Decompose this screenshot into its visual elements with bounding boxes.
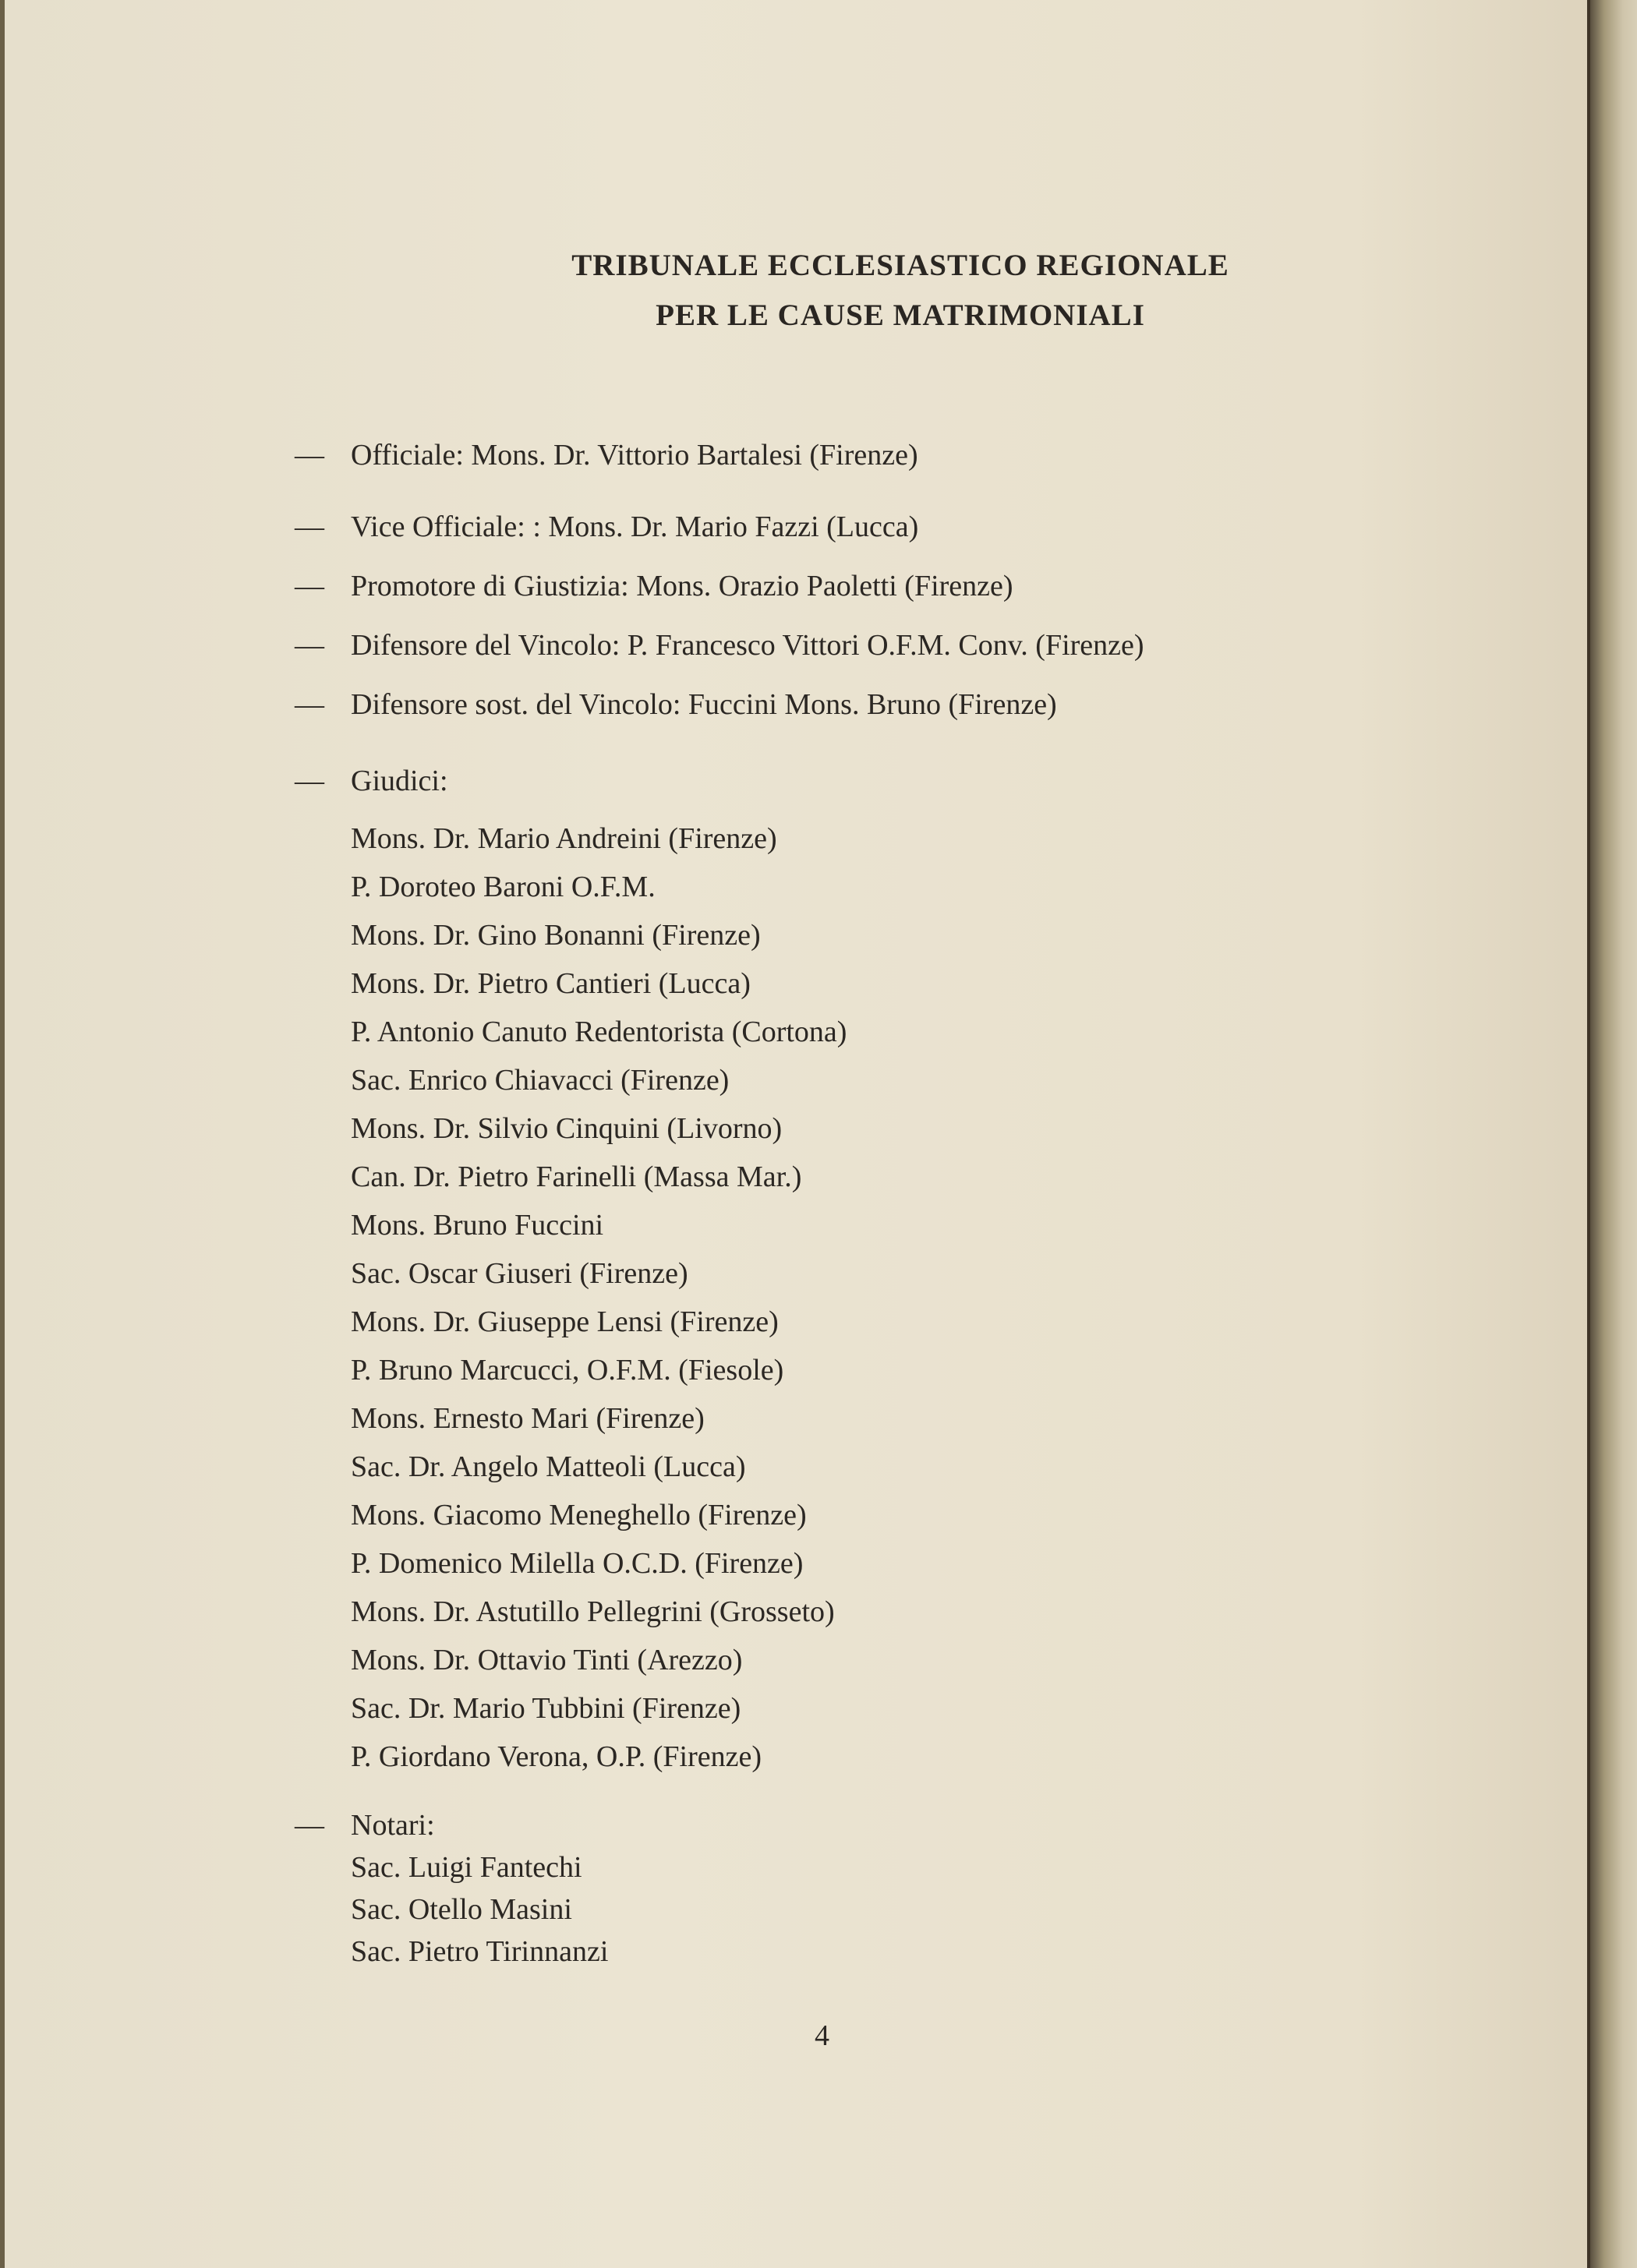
dash: — (295, 570, 324, 602)
notary-item: Sac. Otello Masini (351, 1893, 572, 1926)
judge-item: Sac. Dr. Mario Tubbini (Firenze) (351, 1692, 741, 1725)
judge-item: P. Giordano Verona, O.P. (Firenze) (351, 1740, 762, 1773)
judge-item: Mons. Dr. Ottavio Tinti (Arezzo) (351, 1644, 743, 1676)
official-row (295, 438, 918, 472)
official-row (295, 569, 1013, 603)
official-row (295, 510, 918, 544)
judge-item: Mons. Dr. Gino Bonanni (Firenze) (351, 919, 761, 952)
judge-item: Mons. Dr. Silvio Cinquini (Livorno) (351, 1112, 783, 1145)
official-text: Difensore del Vincolo: P. Francesco Vittori O.F.M. Conv. (Firenze) (351, 629, 1144, 662)
judge-item: Mons. Bruno Fuccini (351, 1209, 604, 1242)
official-text: Promotore di Giustizia: Mons. Orazio Paoletti (Firenze) (351, 570, 1013, 602)
heading-line-1: TRIBUNALE ECCLESIASTICO REGIONALE (571, 249, 1229, 282)
judge-item: Sac. Enrico Chiavacci (Firenze) (351, 1064, 730, 1097)
dash: — (295, 1809, 324, 1842)
judge-item: Mons. Dr. Pietro Cantieri (Lucca) (351, 967, 751, 1000)
official-text: Difensore sost. del Vincolo: Fuccini Mons. Bruno (Firenze) (351, 688, 1057, 721)
judge-item: Mons. Dr. Mario Andreini (Firenze) (351, 822, 777, 855)
judge-item: Mons. Giacomo Meneghello (Firenze) (351, 1499, 807, 1531)
judge-item: P. Bruno Marcucci, O.F.M. (Fiesole) (351, 1354, 784, 1387)
dash: — (295, 688, 324, 721)
judge-item: P. Antonio Canuto Redentorista (Cortona) (351, 1016, 847, 1048)
official-text: Vice Officiale: : Mons. Dr. Mario Fazzi (Lucca) (351, 510, 919, 543)
notary-item: Sac. Luigi Fantechi (351, 1851, 582, 1884)
page-left-edge (0, 0, 5, 2268)
official-row (295, 628, 1144, 662)
judge-item: Sac. Oscar Giuseri (Firenze) (351, 1257, 688, 1290)
official-text: Officiale: Mons. Dr. Vittorio Bartalesi (Firenze) (351, 439, 918, 472)
book-spine (1590, 0, 1637, 2268)
judge-item: Sac. Dr. Angelo Matteoli (Lucca) (351, 1450, 746, 1483)
notaries-heading (295, 1808, 435, 1842)
judge-item: P. Doroteo Baroni O.F.M. (351, 871, 656, 903)
judge-item: Mons. Ernesto Mari (Firenze) (351, 1402, 705, 1435)
judge-item: P. Domenico Milella O.C.D. (Firenze) (351, 1547, 804, 1580)
judge-item: Can. Dr. Pietro Farinelli (Massa Mar.) (351, 1160, 802, 1193)
dash: — (295, 510, 324, 543)
judge-item: Mons. Dr. Giuseppe Lensi (Firenze) (351, 1305, 779, 1338)
heading-line-2: PER LE CAUSE MATRIMONIALI (656, 299, 1145, 332)
judge-item: Mons. Dr. Astutillo Pellegrini (Grosseto) (351, 1595, 835, 1628)
page-number: 4 (815, 2019, 829, 2052)
judges-label: Giudici: (351, 765, 448, 797)
official-row (295, 687, 1057, 722)
notary-item: Sac. Pietro Tirinnanzi (351, 1935, 609, 1968)
dash: — (295, 629, 324, 662)
dash: — (295, 439, 324, 472)
dash: — (295, 765, 324, 797)
notaries-label: Notari: (351, 1809, 435, 1842)
judges-heading (295, 764, 448, 798)
